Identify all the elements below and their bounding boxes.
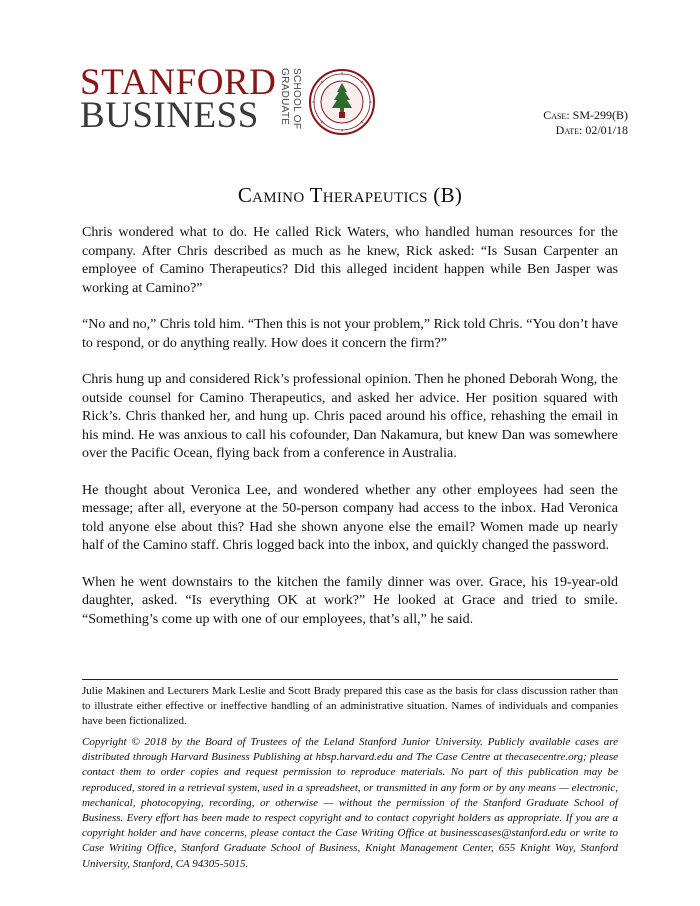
copyright-notice: Copyright © 2018 by the Board of Trustees of the Leland Stanford Junior University. Publicly available cases are distributed through Harvard Business Publishing at hbsp.harvard.edu and The Case Centre at thecasecentre.org; please contact them to order copies and request permission to reproduce materials. No part of this publication may be reproduced, stored in a retrieval system, used in a spreadsheet, or transmitted in any form or by any means — electronic, mechanical, photocopying, recording, or otherwise — without the permission of the Stanford Graduate School of Business. Every effort has been made to respect copyright and to contact copyright holders as appropriate. If you are a copyright holder and have concerns, please contact the Case Writing Office at businesscases@stanford.edu or write to Case Writing Office, Stanford Graduate School of Business, Knight Management Center, 655 Knight Way, Stanford University, Stanford, CA 94305-5015. (82, 736, 618, 870)
footer-divider (82, 679, 618, 680)
case-number: SM-299(B) (572, 108, 628, 122)
document-title: Camino Therapeutics (B) (237, 183, 463, 207)
case-date-line (543, 123, 628, 138)
body-paragraph: He thought about Veronica Lee, and wondered whether any other employees had seen the message; after all, everyone at the 50-person company had access to the inbox. Had Veronica told anyone else about this? Had she shown anyone else the email? Women made up nearly half of the Camino staff. Chris logged back into the inbox, and quickly changed the password. (82, 482, 618, 553)
body-paragraph: When he went downstairs to the kitchen the family dinner was over. Grace, his 19-year-old daughter, asked. “Is everything OK at work?” He looked at Grace and tried to smile. “Something’s come up with one of our employees, that’s all,” he said. (82, 574, 618, 627)
logo-business-word: BUSINESS (80, 95, 259, 136)
logo-stanford-word: STANFORD (80, 62, 277, 103)
case-metadata (543, 108, 628, 138)
body-paragraph: Chris wondered what to do. He called Rick Waters, who handled human resources for the company. After Chris described as much as he knew, Rick asked: “Is Susan Carpenter an employee of Camino Therapeutics? Did this alleged incident happen while Ben Jasper was working at Camino?” (82, 225, 618, 296)
body-paragraph: “No and no,” Chris told him. “Then this is not your problem,” Rick told Chris. “You don’t have to respond, or do anything really. How does it concern the firm?” (82, 317, 618, 351)
logo-gsb-line-2: SCHOOL OF (291, 68, 302, 130)
case-number-line (543, 108, 628, 123)
date-label: Date: (555, 123, 583, 137)
logo-gsb-line-1: GRADUATE (279, 68, 290, 126)
case-label: Case: (543, 108, 570, 122)
authorship-note: Julie Makinen and Lecturers Mark Leslie and Scott Brady prepared this case as the basis for class discussion rather than to illustrate either effective or ineffective handling of an administrative situation. Names of individuals and companies have been fictionalized. (82, 685, 618, 727)
case-body (82, 224, 618, 647)
case-date: 02/01/18 (585, 123, 628, 137)
stanford-seal-icon (308, 68, 376, 136)
body-paragraph: Chris hung up and considered Rick’s professional opinion. Then he phoned Deborah Wong, the outside counsel for Camino Therapeutics, and asked her advice. Her position squared with Rick’s. Chris thanked her, and hung up. Chris paced around his office, rehashing the email in his mind. He was anxious to call his cofounder, Dan Nakamura, but knew Dan was somewhere over the Pacific Ocean, flying back from a conference in Australia. (82, 372, 618, 461)
